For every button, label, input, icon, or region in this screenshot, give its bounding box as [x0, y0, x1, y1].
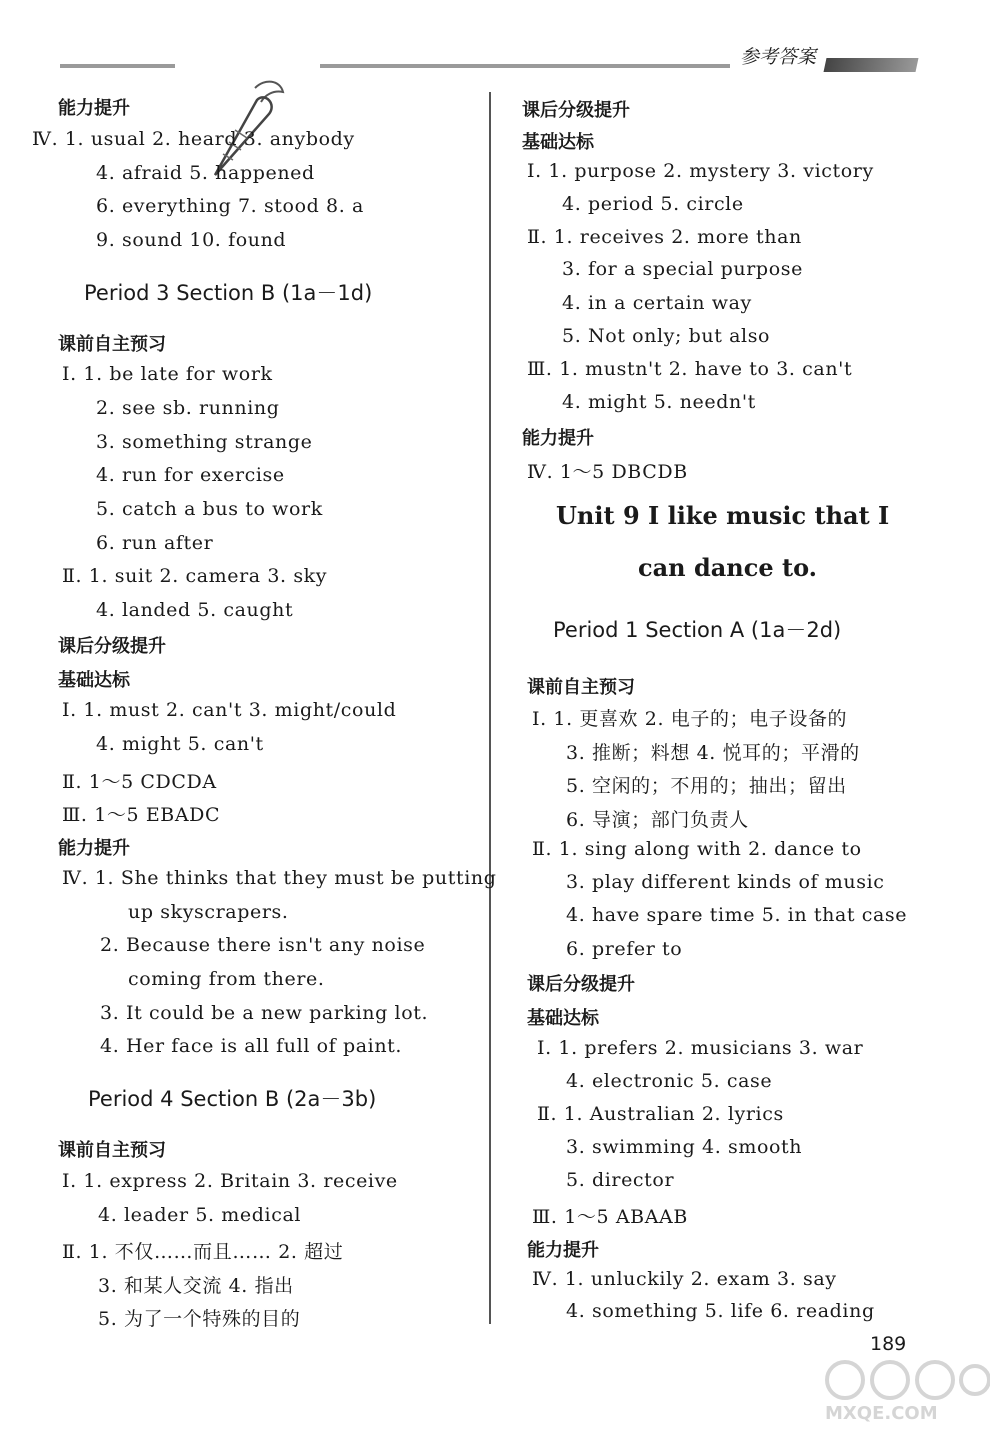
answer-line: Ⅰ. 1. must 2. can't 3. might/could — [62, 699, 397, 721]
period-heading: Period 4 Section B (2a－3b) — [88, 1087, 377, 1111]
answer-line: 3. It could be a new parking lot. — [100, 1002, 429, 1024]
section-heading: 课前自主预习 — [58, 1140, 166, 1161]
period-heading: Period 3 Section B (1a－1d) — [84, 281, 373, 305]
answer-line: Ⅳ. 1. unluckily 2. exam 3. say — [532, 1268, 837, 1290]
answer-line: 6. run after — [96, 532, 214, 554]
section-heading: 能力提升 — [527, 1240, 599, 1261]
answer-line: 4. landed 5. caught — [96, 599, 294, 621]
answer-line: Ⅲ. 1. mustn't 2. have to 3. can't — [527, 358, 853, 380]
section-heading: 课后分级提升 — [522, 100, 630, 121]
answer-line: Ⅱ. 1. 不仅……而且…… 2. 超过 — [62, 1241, 344, 1263]
answer-line: 5. 空闲的；不用的；抽出；留出 — [566, 775, 847, 797]
answer-line: Ⅳ. 1. usual 2. heard 3. anybody — [32, 128, 355, 150]
section-heading: 基础达标 — [58, 670, 130, 691]
answer-line: 4. might 5. can't — [96, 733, 264, 755]
answer-line: 4. electronic 5. case — [566, 1070, 773, 1092]
unit-title: can dance to. — [638, 553, 818, 582]
answer-line: Ⅰ. 1. 更喜欢 2. 电子的；电子设备的 — [532, 708, 848, 730]
answer-line: 2. Because there isn't any noise — [100, 934, 426, 956]
answer-line: Ⅰ. 1. be late for work — [62, 363, 273, 385]
answer-line: 4. period 5. circle — [562, 193, 744, 215]
answer-line: 4. Her face is all full of paint. — [100, 1035, 403, 1057]
answer-line: Ⅱ. 1～5 CDCDA — [62, 771, 217, 793]
header-rule-left — [60, 64, 175, 68]
answer-line: 3. swimming 4. smooth — [566, 1136, 803, 1158]
answer-line: 3. 和某人交流 4. 指出 — [98, 1275, 294, 1297]
answer-line: 5. catch a bus to work — [96, 498, 323, 520]
answer-line: 5. director — [566, 1169, 675, 1191]
answer-line: 2. see sb. running — [96, 397, 280, 419]
section-heading: 能力提升 — [58, 98, 130, 119]
answer-line: coming from there. — [128, 968, 325, 990]
answer-line: Ⅲ. 1～5 ABAAB — [532, 1206, 688, 1228]
answer-line: 4. something 5. life 6. reading — [566, 1300, 875, 1322]
answer-line: Ⅳ. 1. She thinks that they must be putting — [62, 867, 497, 889]
section-heading: 课后分级提升 — [527, 974, 635, 995]
answer-line: Ⅰ. 1. purpose 2. mystery 3. victory — [527, 160, 874, 182]
section-heading: 能力提升 — [58, 838, 130, 859]
answer-line: Ⅱ. 1. sing along with 2. dance to — [532, 838, 862, 860]
section-heading: 能力提升 — [522, 428, 594, 449]
section-heading: 课前自主预习 — [58, 334, 166, 355]
header-rule-right — [320, 64, 730, 68]
answer-line: Ⅱ. 1. suit 2. camera 3. sky — [62, 565, 328, 587]
answer-line: 6. prefer to — [566, 938, 683, 960]
answer-line: up skyscrapers. — [128, 901, 289, 923]
answer-line: 3. for a special purpose — [562, 258, 803, 280]
answer-line: 4. have spare time 5. in that case — [566, 904, 908, 926]
section-heading: 课后分级提升 — [58, 636, 166, 657]
answer-line: 4. in a certain way — [562, 292, 752, 314]
header-title: 参考答案 — [740, 46, 817, 68]
answer-line: 4. afraid 5. happened — [96, 162, 315, 184]
answer-line: 5. Not only; but also — [562, 325, 771, 347]
section-heading: 基础达标 — [522, 132, 594, 153]
watermark-logo — [820, 1355, 990, 1425]
answer-line: 5. 为了一个特殊的目的 — [98, 1308, 301, 1330]
column-divider — [489, 92, 491, 1324]
answer-line: 3. 推断；料想 4. 悦耳的；平滑的 — [566, 742, 860, 764]
answer-line: Ⅱ. 1. receives 2. more than — [527, 226, 802, 248]
answer-line: Ⅰ. 1. express 2. Britain 3. receive — [62, 1170, 398, 1192]
answer-line: Ⅳ. 1～5 DBCDB — [527, 461, 688, 483]
page-number: 189 — [870, 1333, 907, 1355]
unit-title: Unit 9 I like music that I — [556, 501, 890, 530]
answer-line: 4. might 5. needn't — [562, 391, 756, 413]
answer-line: 6. everything 7. stood 8. a — [96, 195, 364, 217]
answer-line: 6. 导演；部门负责人 — [566, 809, 749, 831]
answer-line: 4. leader 5. medical — [98, 1204, 302, 1226]
answer-line: 3. play different kinds of music — [566, 871, 885, 893]
answer-line: 9. sound 10. found — [96, 229, 287, 251]
answer-line: Ⅲ. 1～5 EBADC — [62, 804, 221, 826]
section-heading: 基础达标 — [527, 1008, 599, 1029]
period-heading: Period 1 Section A (1a－2d) — [553, 618, 842, 642]
header-decor-bar — [824, 58, 919, 72]
answer-line: 3. something strange — [96, 431, 313, 453]
answer-line: Ⅰ. 1. prefers 2. musicians 3. war — [537, 1037, 864, 1059]
svg-text:MXQE.COM: MXQE.COM — [825, 1403, 938, 1424]
answer-line: Ⅱ. 1. Australian 2. lyrics — [537, 1103, 784, 1125]
section-heading: 课前自主预习 — [527, 677, 635, 698]
answer-line: 4. run for exercise — [96, 464, 285, 486]
